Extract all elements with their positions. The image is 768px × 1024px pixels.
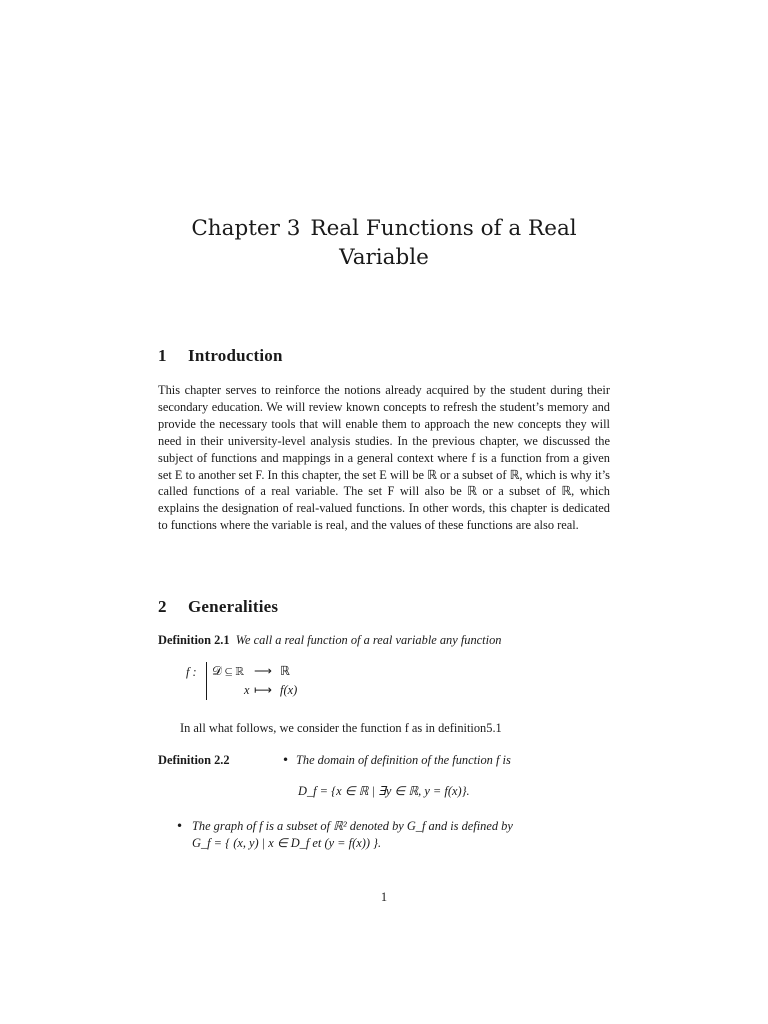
page-number: 1 [380,890,388,904]
chapter-title-line-2: Variable [339,245,429,270]
graph-definition-line-1: The graph of f is a subset of ℝ² denoted by G_f and is defined by [192,819,513,833]
section-heading-generalities [158,597,278,617]
graph-definition-line-2: G_f = { (x, y) | x ∈ D_f et (y = f(x)) }. [192,835,382,850]
definition-label: Definition 2.1 [158,633,230,647]
chapter-title-line-1 [150,214,618,243]
chapter-number: Chapter 3 [191,216,301,241]
function-name: f : [186,665,197,679]
mapping-bar [206,662,207,700]
section-heading-introduction [158,346,283,366]
mapping-codomain: ℝ [280,664,290,678]
mapping-row-2 [244,682,297,698]
definition-2-2-bullet-2 [192,818,610,852]
follow-text: In all what follows, we consider the function f as in definition5.1 [180,721,502,735]
definition-label: Definition 2.2 [158,753,230,767]
domain-formula: D_f = {x ∈ ℝ | ∃y ∈ ℝ, y = f(x)}. [298,784,470,798]
mapping-arrow: ⟶ [254,664,272,678]
mapping-arrow: ⟼ [254,683,272,697]
section-number: 2 [158,597,167,616]
mapping-variable: x [244,683,250,697]
definition-text: We call a real function of a real variable any function [235,633,502,647]
bullet-icon: • [176,819,184,833]
definition-2-2-bullet-1: The domain of definition of the function f is [296,753,511,767]
chapter-title [150,214,618,272]
chapter-title-text: Real Functions of a Real [310,216,577,241]
mapping-image: f(x) [280,683,298,697]
section-title: Generalities [188,597,279,616]
mapping-row-1 [212,663,290,679]
bullet-icon: • [282,753,290,767]
intro-paragraph: This chapter serves to reinforce the notions already acquired by the student during their secondary education. We will review known concepts to refresh the student’s memory and provide the necessary tools that will enable them to approach the new concepts they will need in their university-level analysis studies. In the previous chapter, we discussed the subject of functions and mappings in a general context where f is a function from a given set E to another set F. In this chapter, the set E will be ℝ or a subset of ℝ, which is why it’s called functions of a real variable. The set F will also be ℝ or a subset of ℝ, which explains the designation of real-valued functions. In other words, this chapter is dedicated to functions where the variable is real, and the values of these functions are also real. [158,383,610,533]
definition-2-1 [158,632,610,649]
section-title: Introduction [188,346,283,365]
section-number: 1 [158,346,167,365]
mapping-domain: 𝒟 ⊆ ℝ [212,664,245,678]
function-mapping [186,660,366,702]
